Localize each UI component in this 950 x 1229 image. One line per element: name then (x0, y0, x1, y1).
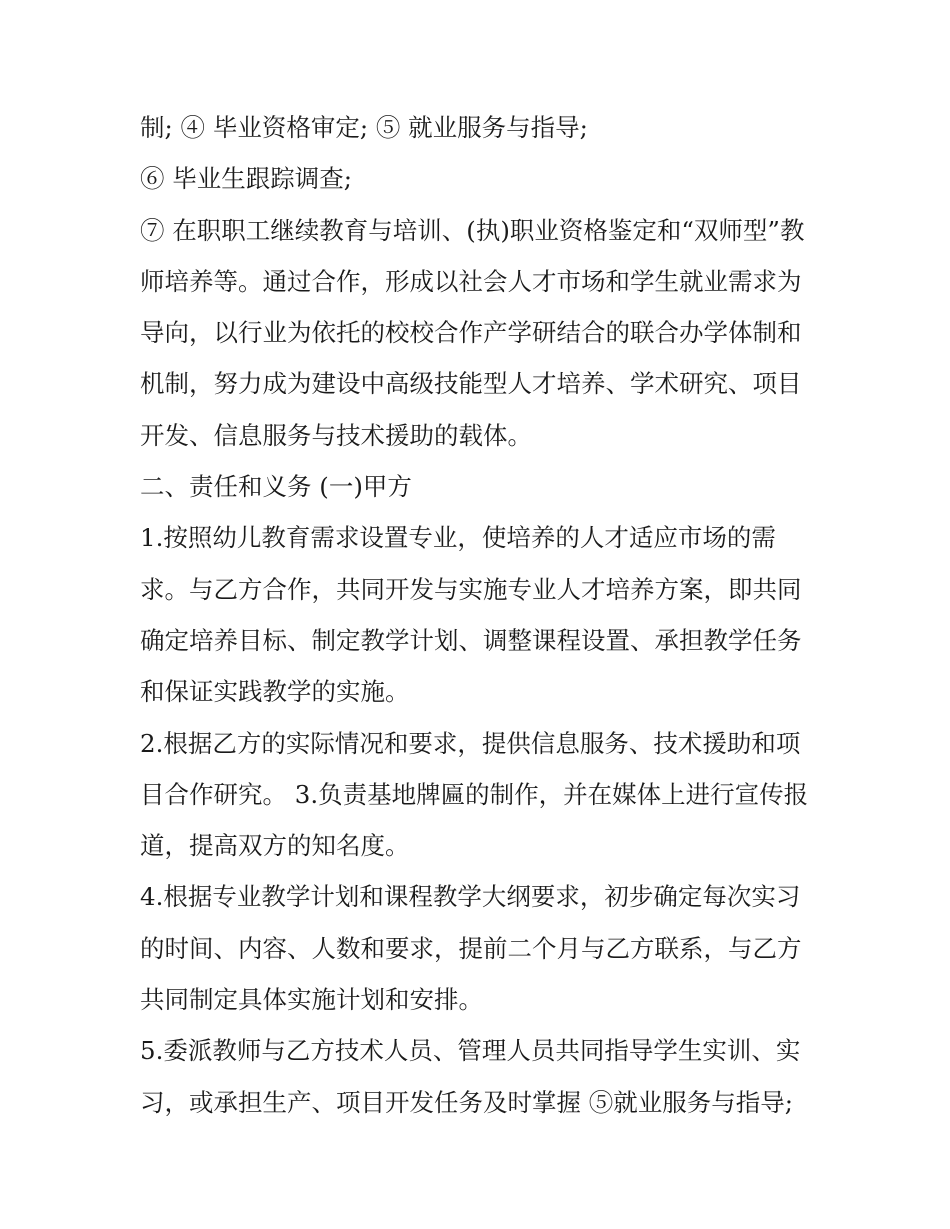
document-body (140, 102, 840, 1128)
text-line: 和保证实践教学的实施。 (140, 677, 410, 707)
text-line: 习，或承担生产、项目开发任务及时掌握 ⑤就业服务与指导; (140, 1087, 794, 1117)
text-line: 的时间、内容、人数和要求，提前二个月与乙方联系，与乙方 (140, 933, 802, 963)
text-line: 4.根据专业教学计划和课程教学大纲要求，初步确定每次实习 (140, 882, 801, 912)
text-line: ⑦ 在职职工继续教育与培训、(执)职业资格鉴定和“双师型”教 (140, 215, 805, 245)
text-line: 制; ④ 毕业资格审定; ⑤ 就业服务与指导; (140, 113, 588, 142)
section-heading: 二、责任和义务 (一)甲方 (140, 472, 412, 502)
text-line: 2.根据乙方的实际情况和要求，提供信息服务、技术援助和项 (140, 728, 801, 758)
text-line: 道，提高双方的知名度。 (140, 831, 410, 861)
text-line: ⑥ 毕业生跟踪调查; (140, 164, 353, 194)
text-line: 确定培养目标、制定教学计划、调整课程设置、承担教学任务 (140, 625, 802, 655)
text-line: 师培养等。通过合作，形成以社会人才市场和学生就业需求为 (140, 266, 802, 296)
text-line: 5.委派教师与乙方技术人员、管理人员共同指导学生实训、实 (140, 1036, 801, 1066)
text-line: 共同制定具体实施计划和安排。 (140, 985, 483, 1015)
text-line: 目合作研究。 3.负责基地牌匾的制作，并在媒体上进行宣传报 (140, 779, 809, 809)
text-line: 1.按照幼儿教育需求设置专业，使培养的人才适应市场的需 (140, 523, 776, 553)
text-line: 开发、信息服务与技术援助的载体。 (140, 420, 532, 450)
text-line: 机制，努力成为建设中高级技能型人才培养、学术研究、项目 (140, 369, 802, 399)
text-line: 导向，以行业为依托的校校合作产学研结合的联合办学体制和 (140, 318, 802, 348)
text-line: 求。与乙方合作，共同开发与实施专业人才培养方案，即共同 (140, 574, 802, 604)
